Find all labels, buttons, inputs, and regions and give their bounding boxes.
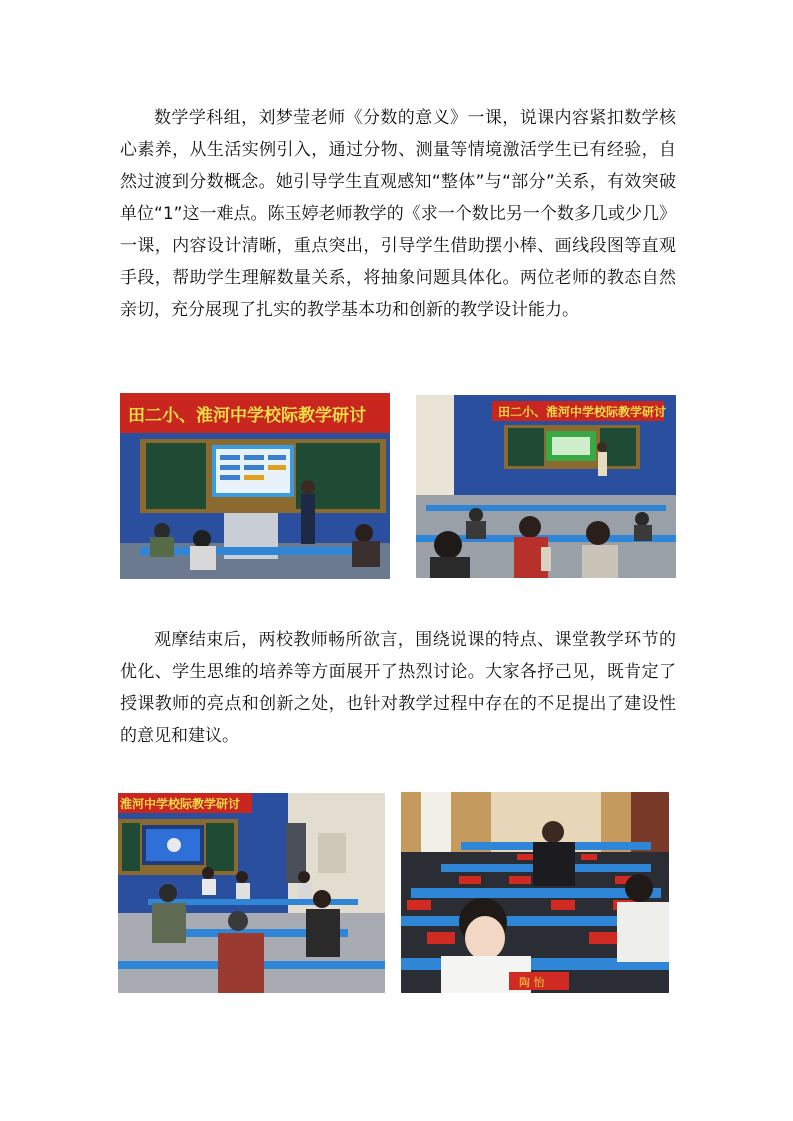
- paragraph-2: 观摩结束后，两校教师畅所欲言，围绕说课的特点、课堂教学环节的优化、学生思维的培养等方面展开了热烈讨论。大家各抒己见，既肯定了授课教师的亮点和创新之处，也针对教学过程中存在的不足提出了建设性的意见和建议。: [120, 630, 676, 746]
- photo-3-banner-text: 淮河中学校际教学研讨: [120, 797, 241, 811]
- photo-lecture-hall: [401, 792, 669, 993]
- photo-4-nameplate-text: 陶 怡: [519, 976, 545, 989]
- photo-classroom-wide-view: [416, 395, 676, 578]
- photo-discussion-classroom: [118, 793, 385, 993]
- photo-1-banner-text: 田二小、淮河中学校际教学研讨: [128, 406, 366, 426]
- paragraph-1: 数学学科组，刘梦莹老师《分数的意义》一课，说课内容紧扣数学核心素养，从生活实例引入，通过分物、测量等情境激活学生已有经验，自然过渡到分数概念。她引导学生直观感知“整体”与“部分”关系，有效突破单位“1”这一难点。陈玉婷老师教学的《求一个数比另一个数多几或少几》一课，内容设计清晰，重点突出，引导学生借助摆小棒、画线段图等直观手段，帮助学生理解数量关系，将抽象问题具体化。两位老师的教态自然亲切，充分展现了扎实的教学基本功和创新的教学设计能力。: [120, 108, 676, 320]
- photo-classroom-teacher-1: [120, 393, 390, 579]
- photo-2-banner-text: 田二小、淮河中学校际教学研讨: [498, 405, 667, 419]
